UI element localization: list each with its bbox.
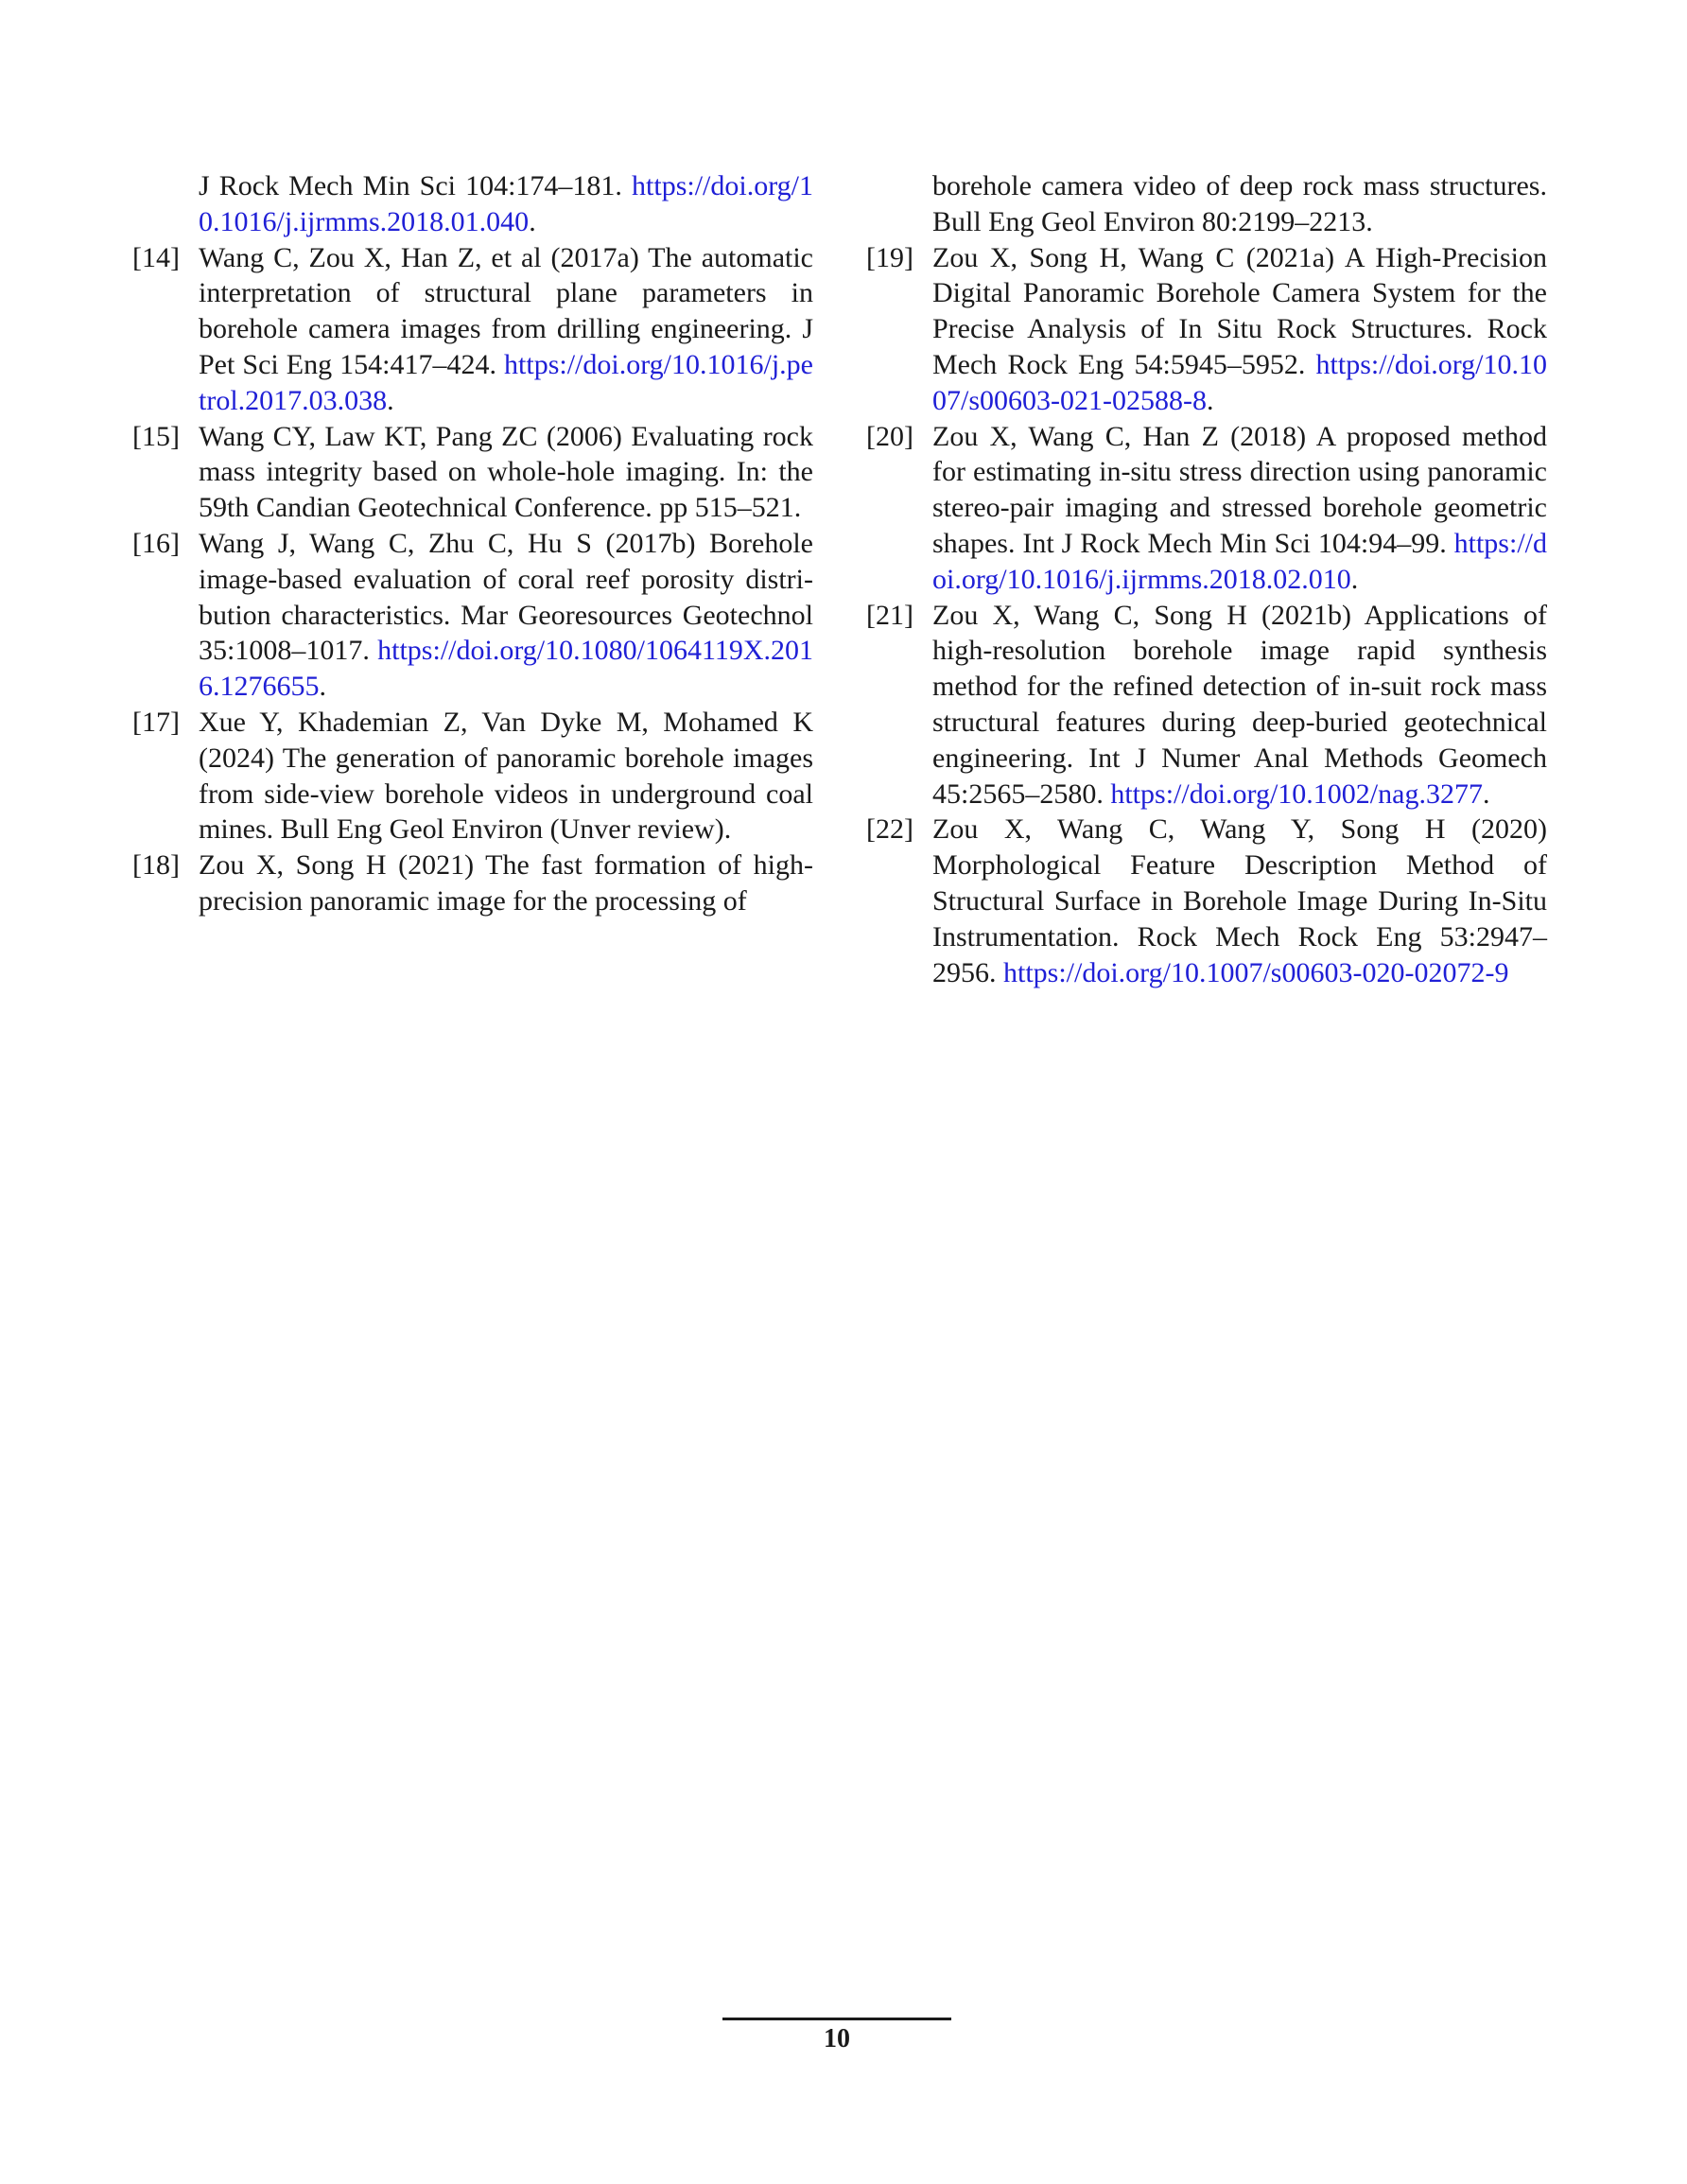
reference-number: [17] bbox=[132, 706, 180, 738]
reference-13-continuation bbox=[144, 168, 813, 240]
reference-18 bbox=[132, 847, 813, 919]
reference-text: Zou X, Wang C, Song H (2021b) Applications of high-resolution borehole image rapid synthesis method for the refined detection of in-suit rock mass structural features during deep-buried geotechnical engineering. Int J Numer Anal Methods Geomech 45:2565–2580. bbox=[932, 599, 1547, 810]
reference-22 bbox=[866, 812, 1547, 990]
reference-text: borehole camera video of deep rock mass structures. Bull Eng Geol Environ 80:2199–2213. bbox=[932, 170, 1547, 237]
footer-rule bbox=[722, 2018, 951, 2020]
reference-trailing-period: . bbox=[1482, 778, 1490, 810]
reference-text: Zou X, Wang C, Han Z (2018) A proposed method for estimating in-situ stress direction using panoramic stereo-pair imaging and stressed borehole geometric shapes. Int J Rock Mech Min Sci 104:94–99. bbox=[932, 420, 1547, 559]
reference-text: Xue Y, Khademian Z, Van Dyke M, Mohamed K (2024) The generation of panoramic borehole images from side-view borehole videos in underground coal mines. Bull Eng Geol Environ (Unver review). bbox=[199, 706, 813, 846]
reference-number: [20] bbox=[866, 420, 913, 452]
reference-14 bbox=[132, 240, 813, 419]
reference-number: [14] bbox=[132, 241, 180, 273]
reference-number: [16] bbox=[132, 527, 180, 559]
reference-trailing-period: . bbox=[1206, 384, 1214, 416]
reference-17 bbox=[132, 705, 813, 847]
reference-trailing-period: . bbox=[529, 205, 536, 237]
references-right-column bbox=[866, 168, 1547, 990]
reference-number: [22] bbox=[866, 813, 913, 846]
reference-19 bbox=[866, 240, 1547, 419]
reference-text: Zou X, Song H, Wang C (2021a) A High-Precision Digital Panoramic Borehole Camera System for the Precise Analysis of In Situ Rock Structures. Rock Mech Rock Eng 54:5945–5952. bbox=[932, 241, 1547, 380]
doi-link[interactable]: https://doi.org/10.1016/j.ijrmms.2018.01.040 bbox=[199, 170, 813, 237]
reference-number: [18] bbox=[132, 849, 180, 882]
doi-link[interactable]: https://doi.org/10.1016/j.ijrmms.2018.02.010 bbox=[932, 527, 1547, 595]
reference-number: [19] bbox=[866, 241, 913, 273]
page-number: 10 bbox=[824, 2024, 850, 2053]
reference-number: [15] bbox=[132, 420, 180, 452]
reference-text: Zou X, Song H (2021) The fast formation of high-precision panoramic image for the processing of bbox=[199, 849, 813, 917]
reference-trailing-period: . bbox=[319, 671, 326, 703]
reference-trailing-period: . bbox=[387, 384, 394, 416]
reference-18-continuation bbox=[878, 168, 1547, 240]
reference-text: Zou X, Wang C, Wang Y, Song H (2020) Morphological Feature Description Method of Structural Surface in Borehole Image During In-Situ Instrumentation. Rock Mech Rock Eng 53:2947–2956. bbox=[932, 813, 1547, 988]
reference-20 bbox=[866, 419, 1547, 598]
doi-link[interactable]: https://doi.org/10.1016/j.petrol.2017.03.038 bbox=[199, 348, 813, 416]
doi-link[interactable]: https://doi.org/10.1007/s00603-020-02072-9 bbox=[1003, 956, 1509, 988]
reference-21 bbox=[866, 598, 1547, 812]
reference-16 bbox=[132, 526, 813, 705]
reference-15 bbox=[132, 419, 813, 526]
reference-trailing-period: . bbox=[1350, 563, 1359, 595]
reference-text: Wang J, Wang C, Zhu C, Hu S (2017b) Borehole image-based evaluation of coral reef porosity distribution characteristics. Mar Georesources Geotechnol 35:1008–1017. bbox=[199, 527, 813, 667]
doi-link[interactable]: https://doi.org/10.1080/1064119X.2016.1276655 bbox=[199, 635, 813, 703]
doi-link[interactable]: https://doi.org/10.1007/s00603-021-02588-8 bbox=[932, 348, 1547, 416]
reference-text: Wang C, Zou X, Han Z, et al (2017a) The automatic interpretation of structural plane parameters in borehole camera images from drilling engineering. J Pet Sci Eng 154:417–424. bbox=[199, 241, 813, 380]
references-left-column bbox=[132, 168, 813, 919]
reference-text: Wang CY, Law KT, Pang ZC (2006) Evaluating rock mass integrity based on whole-hole imaging. In: the 59th Candian Geotechnical Conference. pp 515–521. bbox=[199, 420, 813, 524]
reference-number: [21] bbox=[866, 599, 913, 631]
reference-text: J Rock Mech Min Sci 104:174–181. bbox=[199, 170, 633, 201]
doi-link[interactable]: https://doi.org/10.1002/nag.3277 bbox=[1110, 778, 1483, 810]
